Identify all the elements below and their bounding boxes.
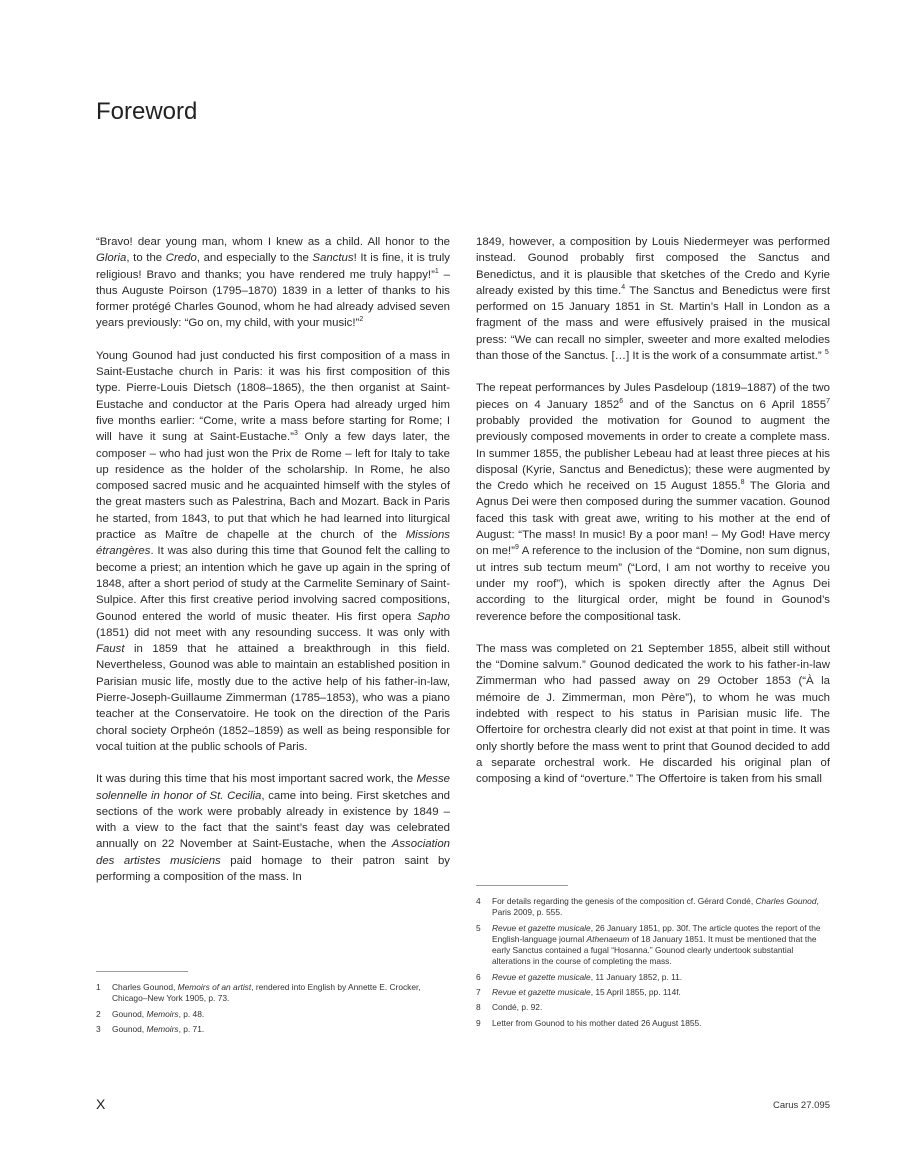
- footnote-ref: 8: [740, 479, 745, 487]
- paragraph: It was during this time that his most important sacred work, the Messe solennelle in honor of St. Cecilia, came into being. First sketches and sections of the work were probably already in existence by 1849 – with a view to the fact that the saint’s feast day was celebrated annually on 22 November at Saint-Eustache, when the Association des artistes musiciens paid homage to their patron saint by performing a composition of the mass. In: [96, 773, 450, 883]
- footnote-ref: 2: [359, 316, 364, 324]
- footnote: 8 Condé, p. 92.: [476, 1002, 543, 1013]
- right-column: [476, 234, 830, 788]
- left-column: [96, 234, 450, 885]
- footnote: 4 For details regarding the genesis of the composition cf. Gérard Condé, Charles Gounod, Paris 2009, p. 555.: [476, 896, 819, 918]
- footnote: 7 Revue et gazette musicale, 15 April 1855, pp. 114f.: [476, 987, 681, 998]
- footnote: 6 Revue et gazette musicale, 11 January 1852, p. 11.: [476, 971, 683, 982]
- footnote-ref: 5: [824, 349, 829, 357]
- paragraph: Young Gounod had just conducted his first composition of a mass in Saint-Eustache church in Paris: it was his first composition of this type. Pierre-Louis Dietsch (1808–1865), the then organist at Saint-Eustache and conductor at the Paris Opera had already urged him five months earlier: “Come, write a mass before starting for Rome; I will have it sung at Saint-Eustache.”$^3$ Only a few days later, the composer – who had just won the Prix de Rome – left for Italy to take up residence as the holder of the scholarship. In Rome, he also composed sacred music and he acquainted himself with the styles of the great masters such as Palestrina, Bach and Mozart. Back in Paris he started, from 1843, to put that which he had learned into liturgical practice as Maître de chapelle at the church of the Missions étrangères. It was also during this time that Gounod felt the calling to become a priest; an intention which he gave up again in the spring of 1848, after a short period of study at the Carmelite Seminary of Saint-Sulpice. After this first creative period involving sacred compositions, Gounod entered the world of music theater. His first opera Sapho (1851) did not meet with any resounding success. It was only with Faust in 1859 that he attained a breakthrough in this field. Nevertheless, Gounod was able to maintain an established position in Parisian music life, mostly due to the active help of his father-in-law, Pierre-Joseph-Guillaume Zimmerman (1785–1853), who was a piano teacher at the Conservatoire. He took on the direction of the Paris choral society Orpheón (1852–1859) as well as being responsible for vocal tuition at the public schools of Paris.: [96, 349, 450, 753]
- footnote: 2 Gounod, Memoirs, p. 48.: [96, 1008, 205, 1019]
- footnotes-right: [476, 885, 830, 1033]
- footnote-ref: 6: [619, 397, 624, 405]
- paragraph: The mass was completed on 21 September 1855, albeit still without the “Domine salvum.” Gounod dedicated the work to his father-in-law Zimmerman who had passed away on 29 October 1853 (“À la mémoire de J. Zimmerman, mon Père”), to whom he was much indebted with respect to his status in Parisian music life. The Offertoire for orchestra clearly did not exist at that point in time. It was only shortly before the mass went to print that Gounod decided to add a separate orchestral work. He discarded his original plan of composing a kind of “overture.” The Offertoire is taken from his small: [476, 642, 830, 786]
- footnote-ref: 7: [826, 397, 830, 405]
- footnote: 9 Letter from Gounod to his mother dated 26 August 1855.: [476, 1017, 702, 1028]
- paragraph: “Bravo! dear young man, whom I knew as a child. All honor to the Gloria, to the Credo, and especially to the Sanctus! It is fine, it is truly religious! Bravo and thanks; you have rendered me truly happy!”$^1$ – thus Auguste Poirson (1795–1870) 1839 in a letter of thanks to his former protégé Charles Gounod, whom he had already advised seven years previously: “Go on, my child, with your music!”$^2$: [96, 236, 450, 330]
- footnote-divider: [476, 885, 568, 886]
- catalog-number: Carus 27.095: [772, 1100, 830, 1111]
- footnote: 5 Revue et gazette musicale, 26 January 1851, pp. 30f. The article quotes the report of the English-language journal Athenaeum of 18 January 1851. It must be mentioned that the early Sanctus contained a fugal “Hosanna.” Gounod clearly undertook substantial alterations in the course of completing the mass.: [476, 922, 821, 967]
- footnote: 1 Charles Gounod, Memoirs of an artist, rendered into English by Annette E. Crocker, Chicago–New York 1905, p. 73.: [96, 982, 421, 1004]
- footnotes-left: [96, 971, 450, 1039]
- paragraph: 1849, however, a composition by Louis Niedermeyer was performed instead. Gounod probably first composed the Sanctus and Benedictus, and it is plausible that sketches of the Credo and Kyrie already existed by this time.$^4$ The Sanctus and Benedictus were first performed on 15 January 1851 in St. Martin’s Hall in London as a fragment of the mass and were effusively praised in the musical press: “We can recall no simpler, sweeter and more exalted melodies than those of the Sanctus. […] It is the work of a consummate artist.” $^5$: [476, 236, 830, 363]
- footnote-ref: 3: [293, 430, 298, 438]
- footnote-ref: 1: [434, 267, 439, 275]
- page-title: Foreword: [96, 98, 198, 125]
- page-number: X: [96, 1096, 106, 1112]
- footnote-ref: 4: [621, 284, 626, 292]
- footnote-ref: 9: [514, 544, 519, 552]
- footnote-divider: [96, 971, 188, 972]
- paragraph: The repeat performances by Jules Pasdeloup (1819–1887) of the two pieces on 4 January 1852$^6$ and of the Sanctus on 6 April 1855$^7$ probably provided the motivation for Gounod to augment the previously composed movements in order to create a complete mass. In summer 1855, the publisher Lebeau had at least three pieces at his disposal (Kyrie, Sanctus and Benedictus); these were augmented by the Credo which he received on 15 August 1855.$^8$ The Gloria and Agnus Dei were then composed during the summer vacation. Gounod faced this task with great awe, writing to his mother at the end of August: “The mass! In music! By a poor man! – My God! Have mercy on me!”$^9$ A reference to the inclusion of the “Domine, non sum dignus, ut intres sub tectum meum” (“Lord, I am not worthy to receive you under my roof”), which is spoken directly after the Agnus Dei according to the liturgical order, might be found in Gounod’s reverence before the compositional task.: [476, 382, 830, 623]
- footnote: 3 Gounod, Memoirs, p. 71.: [96, 1023, 205, 1034]
